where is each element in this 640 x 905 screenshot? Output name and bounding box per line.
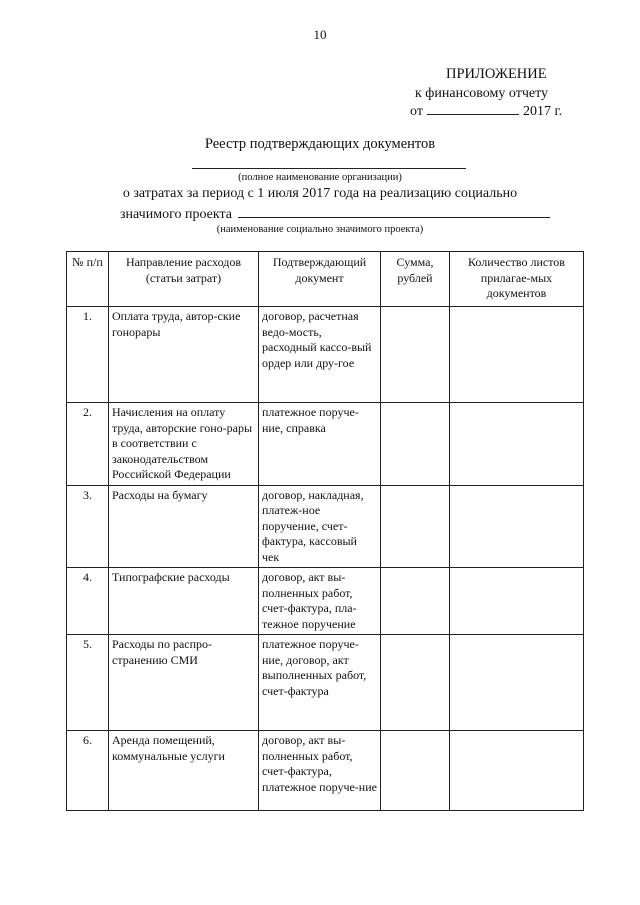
date-prefix: от [410,104,423,119]
row-direction: Оплата труда, автор-ские гонорары [109,307,259,403]
costs-period-text: о затратах за период с 1 июля 2017 года на реализацию социально [122,186,518,201]
registry-table [66,251,584,811]
row-number: 3. [67,485,109,568]
row-sheets [450,731,584,811]
table-row [67,568,584,635]
header-sum: Сумма, рублей [381,252,450,307]
project-caption: (наименование социально значимого проекта) [216,224,424,235]
header-document: Подтверждающий документ [259,252,381,307]
row-document: договор, акт вы-полненных работ, счет-фактура, пла-тежное поручение [259,568,381,635]
row-sum [381,403,450,486]
header-direction: Направление расходов (статьи затрат) [109,252,259,307]
registry-title: Реестр подтверждающих документов [204,136,436,152]
row-direction: Аренда помещений, коммунальные услуги [109,731,259,811]
row-number: 4. [67,568,109,635]
row-sheets [450,307,584,403]
row-document: договор, расчетная ведо-мость, расходный кассо-вый ордер или дру-гое [259,307,381,403]
row-sum [381,307,450,403]
appendix-subtitle: к финансовому отчету [415,86,549,101]
appendix-title: ПРИЛОЖЕНИЕ [446,66,547,82]
project-blank-line [238,205,550,218]
row-sum [381,568,450,635]
table-row [67,635,584,731]
page-number: 10 [313,27,327,42]
row-sum [381,635,450,731]
row-number: 5. [67,635,109,731]
row-direction: Типографские расходы [109,568,259,635]
row-number: 6. [67,731,109,811]
table-header-row [67,252,584,307]
row-sum [381,731,450,811]
table-row [67,403,584,486]
header-number: № п/п [67,252,109,307]
row-direction: Расходы по распро-странению СМИ [109,635,259,731]
row-sheets [450,403,584,486]
row-direction: Расходы на бумагу [109,485,259,568]
date-suffix: 2017 г. [522,104,563,119]
row-sheets [450,635,584,731]
row-document: платежное поруче-ние, договор, акт выполненных работ, счет-фактура [259,635,381,731]
row-number: 2. [67,403,109,486]
row-direction: Начисления на оплату труда, авторские гоно-рары в соответствии с законодательством Российской Федерации [109,403,259,486]
date-blank-line [427,102,519,115]
project-label: значимого проекта [120,207,232,222]
row-document: договор, накладная, платеж-ное поручение, счет-фактура, кассовый чек [259,485,381,568]
organization-blank-line [192,168,466,169]
row-number: 1. [67,307,109,403]
row-sum [381,485,450,568]
table-row [67,485,584,568]
row-sheets [450,568,584,635]
appendix-date [410,102,562,120]
row-sheets [450,485,584,568]
table-row [67,307,584,403]
project-name-line [120,205,550,223]
row-document: платежное поруче-ние, справка [259,403,381,486]
table-row [67,731,584,811]
row-document: договор, акт вы-полненных работ, счет-фактура, платежное поруче-ние [259,731,381,811]
organization-caption: (полное наименование организации) [238,172,402,183]
header-sheets: Количество листов прилагае-мых документов [450,252,584,307]
